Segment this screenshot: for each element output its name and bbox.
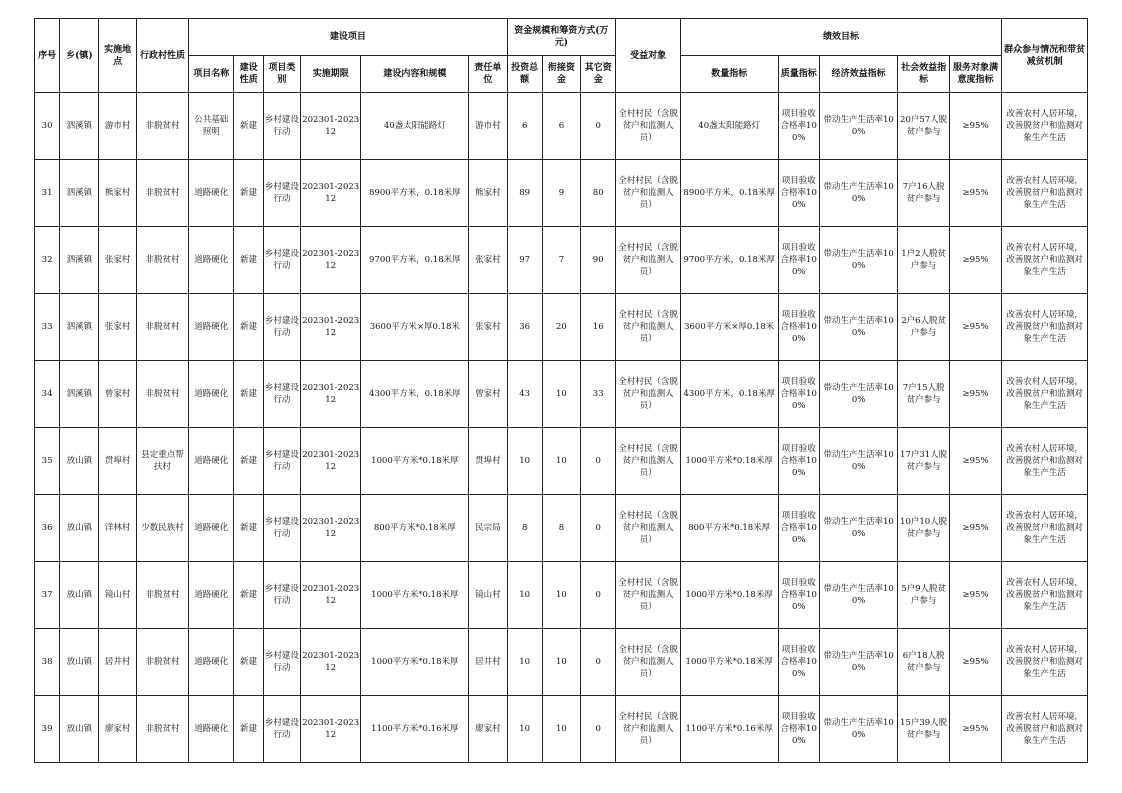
cell-link-fund: 10 <box>542 629 580 696</box>
cell-responsible: 廖家村 <box>469 696 507 763</box>
cell-village-type: 县定重点帮扶村 <box>136 428 188 495</box>
cell-satisfaction: ≥95% <box>949 629 1001 696</box>
header-beneficiary: 受益对象 <box>616 19 680 93</box>
cell-link-fund: 6 <box>542 93 580 160</box>
cell-nature: 新建 <box>234 562 263 629</box>
table-row <box>35 227 1088 294</box>
cell-village-type: 非脱贫村 <box>136 562 188 629</box>
cell-satisfaction: ≥95% <box>949 361 1001 428</box>
cell-social: 10户10人脱贫户参与 <box>898 495 949 562</box>
header-other-fund: 其它资金 <box>581 56 616 93</box>
cell-project-name: 道路硬化 <box>189 428 234 495</box>
cell-social: 15户39人脱贫户参与 <box>898 696 949 763</box>
cell-category: 乡村建设行动 <box>263 93 300 160</box>
cell-seq: 34 <box>35 361 60 428</box>
header-link-fund: 衔接资金 <box>542 56 580 93</box>
cell-mechanism: 改善农村人居环境，改善脱贫户和监测对象生产生活 <box>1002 696 1088 763</box>
cell-social: 1户2人脱贫户参与 <box>898 227 949 294</box>
table-row <box>35 428 1088 495</box>
cell-social: 20户57人脱贫户参与 <box>898 93 949 160</box>
cell-other-fund: 90 <box>581 227 616 294</box>
cell-quantity: 1000平方米*0.18米厚 <box>680 562 778 629</box>
cell-satisfaction: ≥95% <box>949 428 1001 495</box>
cell-other-fund: 33 <box>581 361 616 428</box>
header-category: 项目类别 <box>263 56 300 93</box>
cell-category: 乡村建设行动 <box>263 562 300 629</box>
cell-seq: 32 <box>35 227 60 294</box>
cell-beneficiary: 全村村民（含脱贫户和监测人员） <box>616 562 680 629</box>
cell-quantity: 40盏太阳能路灯 <box>680 93 778 160</box>
cell-satisfaction: ≥95% <box>949 93 1001 160</box>
header-seq: 序号 <box>35 19 60 93</box>
cell-beneficiary: 全村村民（含脱贫户和监测人员） <box>616 428 680 495</box>
cell-economic: 带动生产生活率100% <box>819 227 898 294</box>
cell-beneficiary: 全村村民（含脱贫户和监测人员） <box>616 160 680 227</box>
cell-link-fund: 8 <box>542 495 580 562</box>
cell-content: 9700平方米，0.18米厚 <box>361 227 469 294</box>
cell-satisfaction: ≥95% <box>949 160 1001 227</box>
cell-mechanism: 改善农村人居环境，改善脱贫户和监测对象生产生活 <box>1002 428 1088 495</box>
cell-town: 放山镇 <box>60 495 99 562</box>
cell-other-fund: 0 <box>581 696 616 763</box>
cell-project-name: 公共基础照明 <box>189 93 234 160</box>
cell-village-type: 非脱贫村 <box>136 361 188 428</box>
header-responsible: 责任单位 <box>469 56 507 93</box>
table-body <box>35 93 1088 763</box>
cell-location: 张家村 <box>99 227 136 294</box>
cell-satisfaction: ≥95% <box>949 562 1001 629</box>
cell-quantity: 4300平方米，0.18米厚 <box>680 361 778 428</box>
cell-location: 贯埠村 <box>99 428 136 495</box>
table-row <box>35 696 1088 763</box>
cell-economic: 带动生产生活率100% <box>819 361 898 428</box>
cell-project-name: 道路硬化 <box>189 160 234 227</box>
cell-period: 202301-202312 <box>300 495 360 562</box>
cell-responsible: 贯埠村 <box>469 428 507 495</box>
table-header <box>35 19 1088 93</box>
cell-location: 居井村 <box>99 629 136 696</box>
cell-other-fund: 0 <box>581 495 616 562</box>
header-town: 乡(镇) <box>60 19 99 93</box>
cell-quantity: 1100平方米*0.16米厚 <box>680 696 778 763</box>
cell-responsible: 曾家村 <box>469 361 507 428</box>
header-quality: 质量指标 <box>778 56 819 93</box>
cell-other-fund: 0 <box>581 629 616 696</box>
cell-quantity: 800平方米*0.18米厚 <box>680 495 778 562</box>
table-row <box>35 294 1088 361</box>
table-row <box>35 562 1088 629</box>
header-mechanism: 群众参与情况和带贫减贫机制 <box>1002 19 1088 93</box>
cell-link-fund: 10 <box>542 562 580 629</box>
cell-quality: 项目验收合格率100% <box>778 227 819 294</box>
cell-responsible: 民宗局 <box>469 495 507 562</box>
cell-link-fund: 20 <box>542 294 580 361</box>
cell-nature: 新建 <box>234 361 263 428</box>
cell-total: 8 <box>507 495 542 562</box>
cell-responsible: 张家村 <box>469 294 507 361</box>
cell-period: 202301-202312 <box>300 562 360 629</box>
cell-village-type: 非脱贫村 <box>136 294 188 361</box>
cell-nature: 新建 <box>234 93 263 160</box>
cell-nature: 新建 <box>234 495 263 562</box>
project-table <box>34 18 1088 763</box>
header-performance-group: 绩效目标 <box>680 19 1001 56</box>
cell-mechanism: 改善农村人居环境，改善脱贫户和监测对象生产生活 <box>1002 227 1088 294</box>
cell-category: 乡村建设行动 <box>263 227 300 294</box>
cell-beneficiary: 全村村民（含脱贫户和监测人员） <box>616 495 680 562</box>
cell-responsible: 游市村 <box>469 93 507 160</box>
cell-town: 放山镇 <box>60 629 99 696</box>
cell-village-type: 非脱贫村 <box>136 227 188 294</box>
cell-category: 乡村建设行动 <box>263 629 300 696</box>
cell-link-fund: 7 <box>542 227 580 294</box>
cell-other-fund: 0 <box>581 428 616 495</box>
header-nature: 建设性质 <box>234 56 263 93</box>
cell-satisfaction: ≥95% <box>949 227 1001 294</box>
cell-seq: 31 <box>35 160 60 227</box>
header-social: 社会效益指标 <box>898 56 949 93</box>
cell-category: 乡村建设行动 <box>263 361 300 428</box>
cell-mechanism: 改善农村人居环境，改善脱贫户和监测对象生产生活 <box>1002 562 1088 629</box>
cell-village-type: 非脱贫村 <box>136 93 188 160</box>
cell-beneficiary: 全村村民（含脱贫户和监测人员） <box>616 696 680 763</box>
cell-quality: 项目验收合格率100% <box>778 696 819 763</box>
cell-location: 游市村 <box>99 93 136 160</box>
cell-mechanism: 改善农村人居环境，改善脱贫户和监测对象生产生活 <box>1002 629 1088 696</box>
cell-quantity: 9700平方米，0.18米厚 <box>680 227 778 294</box>
cell-period: 202301-202312 <box>300 93 360 160</box>
cell-total: 89 <box>507 160 542 227</box>
cell-social: 17户31人脱贫户参与 <box>898 428 949 495</box>
cell-beneficiary: 全村村民（含脱贫户和监测人员） <box>616 93 680 160</box>
cell-responsible: 居井村 <box>469 629 507 696</box>
cell-total: 10 <box>507 428 542 495</box>
table-row <box>35 93 1088 160</box>
cell-quality: 项目验收合格率100% <box>778 160 819 227</box>
cell-seq: 36 <box>35 495 60 562</box>
cell-content: 8900平方米，0.18米厚 <box>361 160 469 227</box>
cell-economic: 带动生产生活率100% <box>819 93 898 160</box>
table-row <box>35 160 1088 227</box>
cell-quality: 项目验收合格率100% <box>778 294 819 361</box>
cell-economic: 带动生产生活率100% <box>819 160 898 227</box>
cell-quality: 项目验收合格率100% <box>778 361 819 428</box>
cell-other-fund: 16 <box>581 294 616 361</box>
cell-content: 1000平方米*0.18米厚 <box>361 629 469 696</box>
cell-location: 曾家村 <box>99 361 136 428</box>
cell-nature: 新建 <box>234 629 263 696</box>
table-row <box>35 495 1088 562</box>
cell-total: 97 <box>507 227 542 294</box>
cell-beneficiary: 全村村民（含脱贫户和监测人员） <box>616 227 680 294</box>
cell-project-name: 道路硬化 <box>189 629 234 696</box>
cell-total: 10 <box>507 562 542 629</box>
cell-content: 1000平方米*0.18米厚 <box>361 562 469 629</box>
cell-location: 镜山村 <box>99 562 136 629</box>
cell-town: 泗溪镇 <box>60 93 99 160</box>
cell-social: 7户16人脱贫户参与 <box>898 160 949 227</box>
header-fund-group: 资金规模和筹资方式(万元) <box>507 19 616 56</box>
cell-nature: 新建 <box>234 696 263 763</box>
cell-other-fund: 0 <box>581 93 616 160</box>
header-period: 实施期限 <box>300 56 360 93</box>
cell-content: 4300平方米，0.18米厚 <box>361 361 469 428</box>
header-content: 建设内容和规模 <box>361 56 469 93</box>
cell-project-name: 道路硬化 <box>189 361 234 428</box>
cell-town: 泗溪镇 <box>60 160 99 227</box>
cell-content: 1000平方米*0.18米厚 <box>361 428 469 495</box>
cell-period: 202301-202312 <box>300 696 360 763</box>
cell-quality: 项目验收合格率100% <box>778 629 819 696</box>
cell-quantity: 1000平方米*0.18米厚 <box>680 629 778 696</box>
cell-project-name: 道路硬化 <box>189 562 234 629</box>
cell-other-fund: 80 <box>581 160 616 227</box>
cell-location: 熊家村 <box>99 160 136 227</box>
cell-town: 泗溪镇 <box>60 227 99 294</box>
cell-link-fund: 10 <box>542 696 580 763</box>
cell-responsible: 镜山村 <box>469 562 507 629</box>
cell-satisfaction: ≥95% <box>949 294 1001 361</box>
cell-responsible: 张家村 <box>469 227 507 294</box>
cell-category: 乡村建设行动 <box>263 294 300 361</box>
cell-town: 放山镇 <box>60 696 99 763</box>
header-satisfaction: 服务对象满意度指标 <box>949 56 1001 93</box>
table-row <box>35 361 1088 428</box>
cell-village-type: 非脱贫村 <box>136 696 188 763</box>
cell-content: 1100平方米*0.16米厚 <box>361 696 469 763</box>
cell-total: 43 <box>507 361 542 428</box>
cell-economic: 带动生产生活率100% <box>819 562 898 629</box>
cell-nature: 新建 <box>234 294 263 361</box>
cell-quantity: 8900平方米，0.18米厚 <box>680 160 778 227</box>
table-row <box>35 629 1088 696</box>
cell-satisfaction: ≥95% <box>949 696 1001 763</box>
cell-period: 202301-202312 <box>300 361 360 428</box>
cell-quality: 项目验收合格率100% <box>778 495 819 562</box>
cell-content: 40盏太阳能路灯 <box>361 93 469 160</box>
cell-seq: 33 <box>35 294 60 361</box>
cell-economic: 带动生产生活率100% <box>819 495 898 562</box>
cell-seq: 39 <box>35 696 60 763</box>
cell-period: 202301-202312 <box>300 294 360 361</box>
cell-location: 洋林村 <box>99 495 136 562</box>
cell-nature: 新建 <box>234 428 263 495</box>
cell-economic: 带动生产生活率100% <box>819 629 898 696</box>
cell-period: 202301-202312 <box>300 428 360 495</box>
cell-satisfaction: ≥95% <box>949 495 1001 562</box>
cell-project-name: 道路硬化 <box>189 495 234 562</box>
header-project-group: 建设项目 <box>189 19 507 56</box>
cell-total: 10 <box>507 696 542 763</box>
cell-mechanism: 改善农村人居环境，改善脱贫户和监测对象生产生活 <box>1002 93 1088 160</box>
cell-seq: 37 <box>35 562 60 629</box>
cell-seq: 38 <box>35 629 60 696</box>
cell-quality: 项目验收合格率100% <box>778 562 819 629</box>
cell-nature: 新建 <box>234 160 263 227</box>
cell-content: 800平方米*0.18米厚 <box>361 495 469 562</box>
cell-link-fund: 9 <box>542 160 580 227</box>
header-economic: 经济效益指标 <box>819 56 898 93</box>
header-total: 投资总额 <box>507 56 542 93</box>
cell-beneficiary: 全村村民（含脱贫户和监测人员） <box>616 294 680 361</box>
cell-responsible: 熊家村 <box>469 160 507 227</box>
cell-seq: 35 <box>35 428 60 495</box>
header-quantity: 数量指标 <box>680 56 778 93</box>
cell-project-name: 道路硬化 <box>189 696 234 763</box>
cell-economic: 带动生产生活率100% <box>819 696 898 763</box>
header-project-name: 项目名称 <box>189 56 234 93</box>
cell-mechanism: 改善农村人居环境，改善脱贫户和监测对象生产生活 <box>1002 294 1088 361</box>
cell-period: 202301-202312 <box>300 227 360 294</box>
cell-total: 36 <box>507 294 542 361</box>
cell-project-name: 道路硬化 <box>189 227 234 294</box>
cell-town: 放山镇 <box>60 428 99 495</box>
cell-mechanism: 改善农村人居环境，改善脱贫户和监测对象生产生活 <box>1002 160 1088 227</box>
cell-mechanism: 改善农村人居环境，改善脱贫户和监测对象生产生活 <box>1002 361 1088 428</box>
cell-location: 张家村 <box>99 294 136 361</box>
header-location: 实施地点 <box>99 19 136 93</box>
cell-town: 泗溪镇 <box>60 294 99 361</box>
cell-beneficiary: 全村村民（含脱贫户和监测人员） <box>616 361 680 428</box>
cell-period: 202301-202312 <box>300 629 360 696</box>
cell-social: 5户9人脱贫户参与 <box>898 562 949 629</box>
cell-category: 乡村建设行动 <box>263 428 300 495</box>
cell-social: 6户18人脱贫户参与 <box>898 629 949 696</box>
cell-nature: 新建 <box>234 227 263 294</box>
cell-location: 廖家村 <box>99 696 136 763</box>
cell-project-name: 道路硬化 <box>189 294 234 361</box>
cell-town: 泗溪镇 <box>60 361 99 428</box>
cell-category: 乡村建设行动 <box>263 160 300 227</box>
cell-category: 乡村建设行动 <box>263 495 300 562</box>
cell-mechanism: 改善农村人居环境，改善脱贫户和监测对象生产生活 <box>1002 495 1088 562</box>
cell-quality: 项目验收合格率100% <box>778 428 819 495</box>
cell-social: 7户15人脱贫户参与 <box>898 361 949 428</box>
cell-economic: 带动生产生活率100% <box>819 428 898 495</box>
cell-other-fund: 0 <box>581 562 616 629</box>
cell-quality: 项目验收合格率100% <box>778 93 819 160</box>
cell-total: 10 <box>507 629 542 696</box>
cell-quantity: 1000平方米*0.18米厚 <box>680 428 778 495</box>
cell-economic: 带动生产生活率100% <box>819 294 898 361</box>
cell-village-type: 非脱贫村 <box>136 160 188 227</box>
cell-total: 6 <box>507 93 542 160</box>
cell-beneficiary: 全村村民（含脱贫户和监测人员） <box>616 629 680 696</box>
cell-village-type: 非脱贫村 <box>136 629 188 696</box>
cell-quantity: 3600平方米×厚0.18米 <box>680 294 778 361</box>
cell-period: 202301-202312 <box>300 160 360 227</box>
cell-category: 乡村建设行动 <box>263 696 300 763</box>
cell-seq: 30 <box>35 93 60 160</box>
header-village-type: 行政村性质 <box>136 19 188 93</box>
cell-village-type: 少数民族村 <box>136 495 188 562</box>
cell-content: 3600平方米×厚0.18米 <box>361 294 469 361</box>
cell-link-fund: 10 <box>542 361 580 428</box>
cell-town: 放山镇 <box>60 562 99 629</box>
cell-link-fund: 10 <box>542 428 580 495</box>
cell-social: 2户6人脱贫户参与 <box>898 294 949 361</box>
